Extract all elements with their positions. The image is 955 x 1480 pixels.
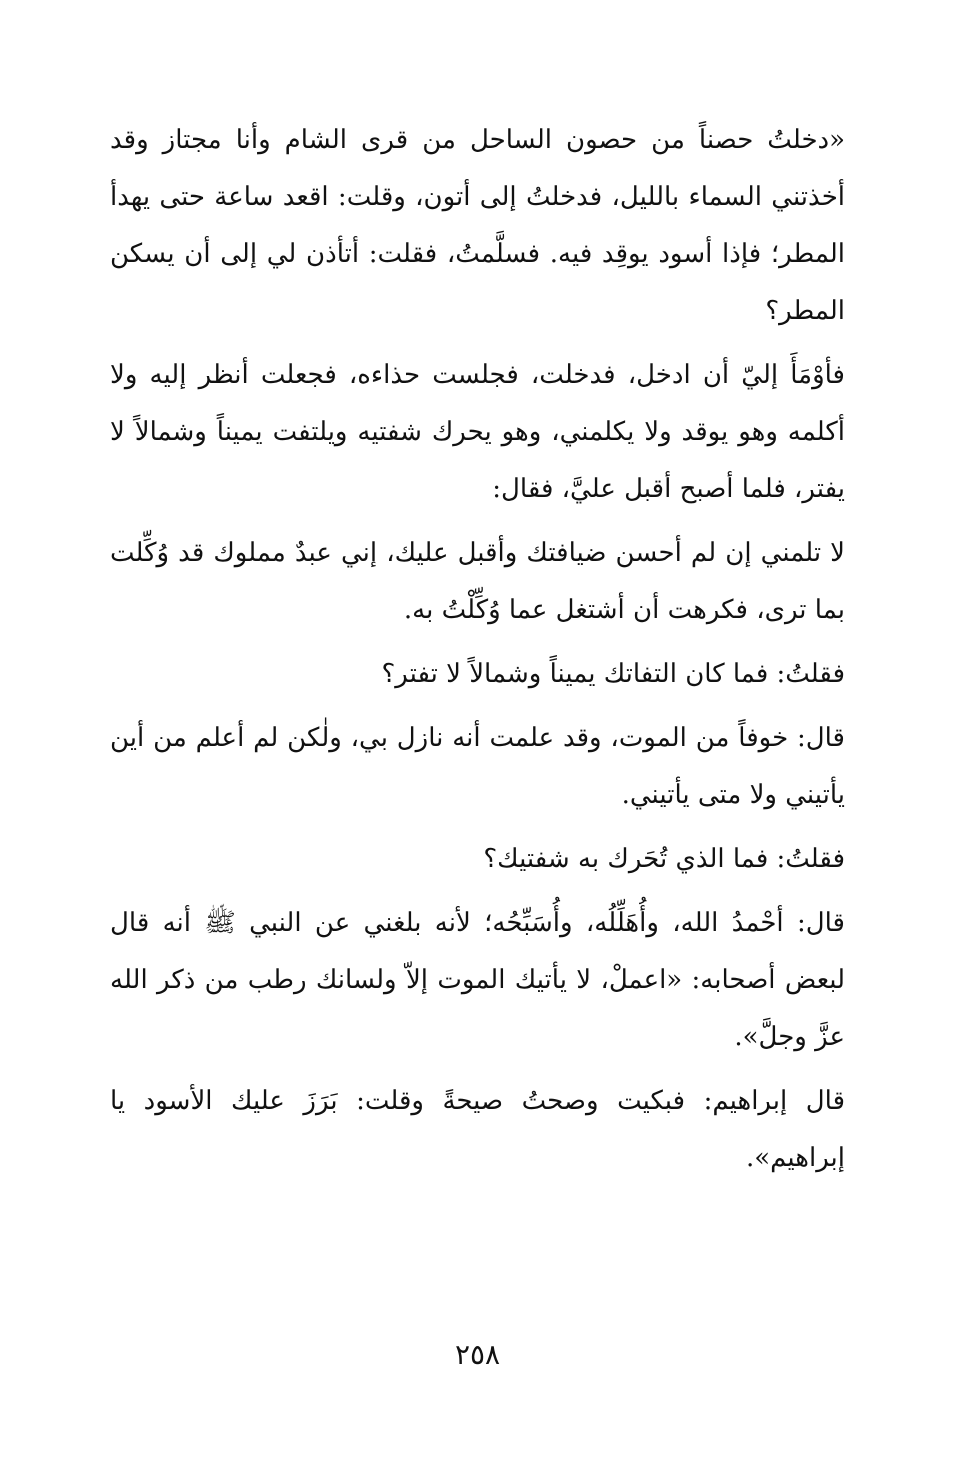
paragraph-1: «دخلتُ حصناً من حصون الساحل من قرى الشام وأنا مجتاز وقد أخذتني السماء بالليل، فدخلتُ إلى أتون، وقلت: اقعد ساعة حتى يهدأ المطر؛ فإذا أسود يوقِد فيه. فسلَّمتُ، فقلت: أتأذن لي إلى أن يسكن المطر؟ — [110, 125, 845, 326]
paragraph-5: قال: خوفاً من الموت، وقد علمت أنه نازل بي، ولٰكن لم أعلم من أين يأتيني ولا متى يأتيني. — [110, 723, 845, 810]
paragraph-3: لا تلمني إن لم أحسن ضيافتك وأقبل عليك، إني عبدٌ مملوك قد وُكِّلت بما ترى، فكرهت أن أشتغل عما وُكِّلْتُ به. — [110, 538, 845, 625]
paragraph-8: قال إبراهيم: فبكيت وصحتُ صيحةً وقلت: بَرَزَ عليك الأسود يا إبراهيم». — [110, 1086, 845, 1173]
paragraph-6: فقلتُ: فما الذي تُحَرك به شفتيك؟ — [483, 844, 845, 874]
paragraph-2: فأوْمَأَ إليّ أن ادخل، فدخلت، فجلست حذاءه، فجعلت أنظر إليه ولا أكلمه وهو يوقد ولا يكلمني، وهو يحرك شفتيه ويلتفت يميناً وشمالاً لا يفتر، فلما أصبح أقبل عليَّ، فقال: — [110, 360, 845, 504]
paragraph-7: قال: أحْمدُ الله، وأُهَلِّلُه، وأُسَبِّحُه؛ لأنه بلغني عن النبي ﷺ أنه قال لبعض أصحابه: «اعملْ، لا يأتيك الموت إلاّ ولسانك رطب من ذكر الله عزَّ وجلَّ». — [110, 908, 845, 1052]
page-number: ٢٥٨ — [454, 1338, 501, 1371]
page-body — [110, 112, 845, 1194]
paragraph-4: فقلتُ: فما كان التفاتك يميناً وشمالاً لا تفتر؟ — [381, 659, 845, 689]
